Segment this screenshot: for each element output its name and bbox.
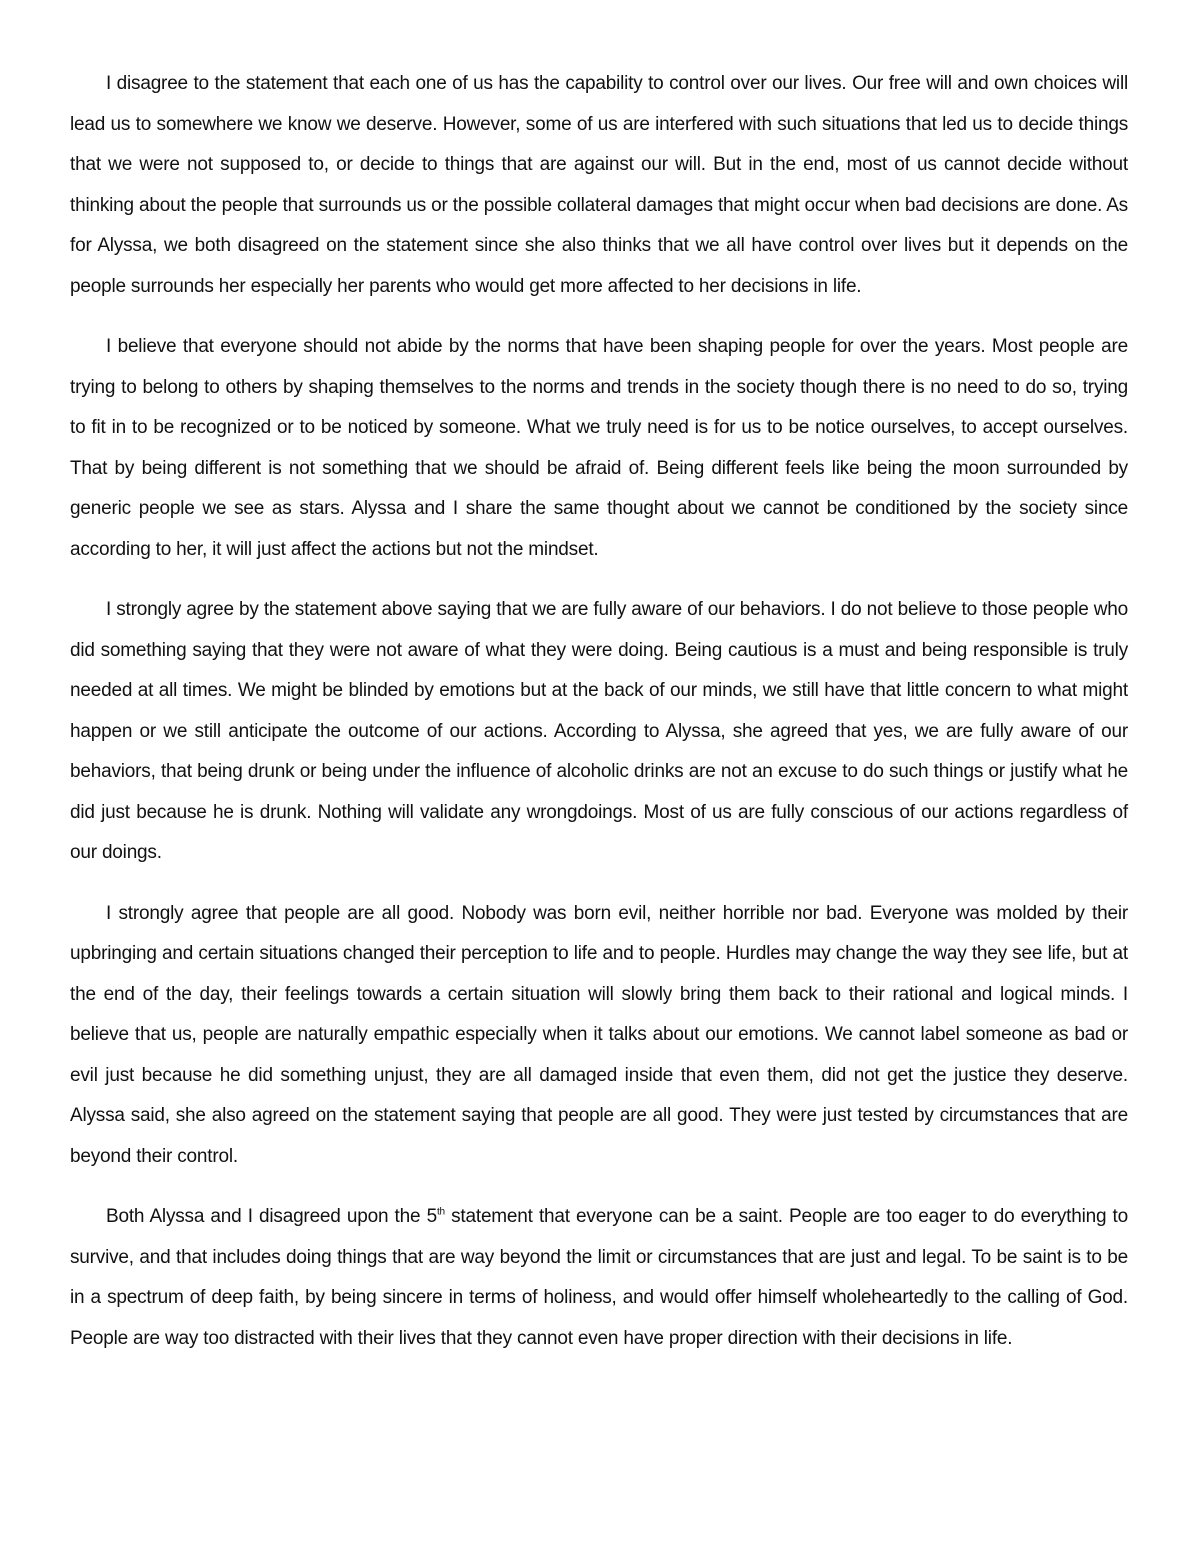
ordinal-superscript: th [436, 1206, 445, 1218]
paragraph-2: I believe that everyone should not abide by the norms that have been shaping people for over the years. Most people are trying to belong to others by shaping themselves to the norms and trends in the society though there is no need to do so, trying to fit in to be recognized or to be noticed by someone. What we truly need is for us to be notice ourselves, to accept ourselves. That by being different is not something that we should be afraid of. Being different feels like being the moon surrounded by generic people we see as stars. Alyssa and I share the same thought about we cannot be conditioned by the society since according to her, it will just affect the actions but not the mindset. [70, 336, 1128, 560]
paragraph-4: I strongly agree that people are all good. Nobody was born evil, neither horrible nor bad. Everyone was molded by their upbringing and certain situations changed their perception to life and to people. Hurdles may change the way they see life, but at the end of the day, their feelings towards a certain situation will slowly bring them back to their rational and logical minds. I believe that us, people are naturally empathic especially when it talks about our emotions. We cannot label someone as bad or evil just because he did something unjust, they are all damaged inside that even them, did not get the justice they deserve. Alyssa said, she also agreed on the statement saying that people are all good. They were just tested by circumstances that are beyond their control. [70, 902, 1128, 1167]
document-page [70, 64, 1128, 1359]
paragraph-5-rest: statement that everyone can be a saint. People are too eager to do everything to survive, and that includes doing things that are way beyond the limit or circumstances that are just and legal. To be saint is to be in a spectrum of deep faith, by being sincere in terms of holiness, and would offer himself wholeheartedly to the calling of God. People are way too distracted with their lives that they cannot even have proper direction with their decisions in life. [70, 1206, 1128, 1349]
paragraph-3: I strongly agree by the statement above saying that we are fully aware of our behaviors. I do not believe to those people who did something saying that they were not aware of what they were doing. Being cautious is a must and being responsible is truly needed at all times. We might be blinded by emotions but at the back of our minds, we still have that little concern to what might happen or we still anticipate the outcome of our actions. According to Alyssa, she agreed that yes, we are fully aware of our behaviors, that being drunk or being under the influence of alcoholic drinks are not an excuse to do such things or justify what he did just because he is drunk. Nothing will validate any wrongdoings. Most of us are fully conscious of our actions regardless of our doings. [70, 599, 1128, 863]
paragraph-5-start: Both Alyssa and I disagreed upon the 5 [106, 1206, 437, 1227]
paragraph-1: I disagree to the statement that each one of us has the capability to control over our lives. Our free will and own choices will lead us to somewhere we know we deserve. However, some of us are interfered with such situations that led us to decide things that we were not supposed to, or decide to things that are against our will. But in the end, most of us cannot decide without thinking about the people that surrounds us or the possible collateral damages that might occur when bad decisions are done. As for Alyssa, we both disagreed on the statement since she also thinks that we all have control over lives but it depends on the people surrounds her especially her parents who would get more affected to her decisions in life. [70, 73, 1128, 297]
paragraph-5 [70, 1197, 1128, 1359]
